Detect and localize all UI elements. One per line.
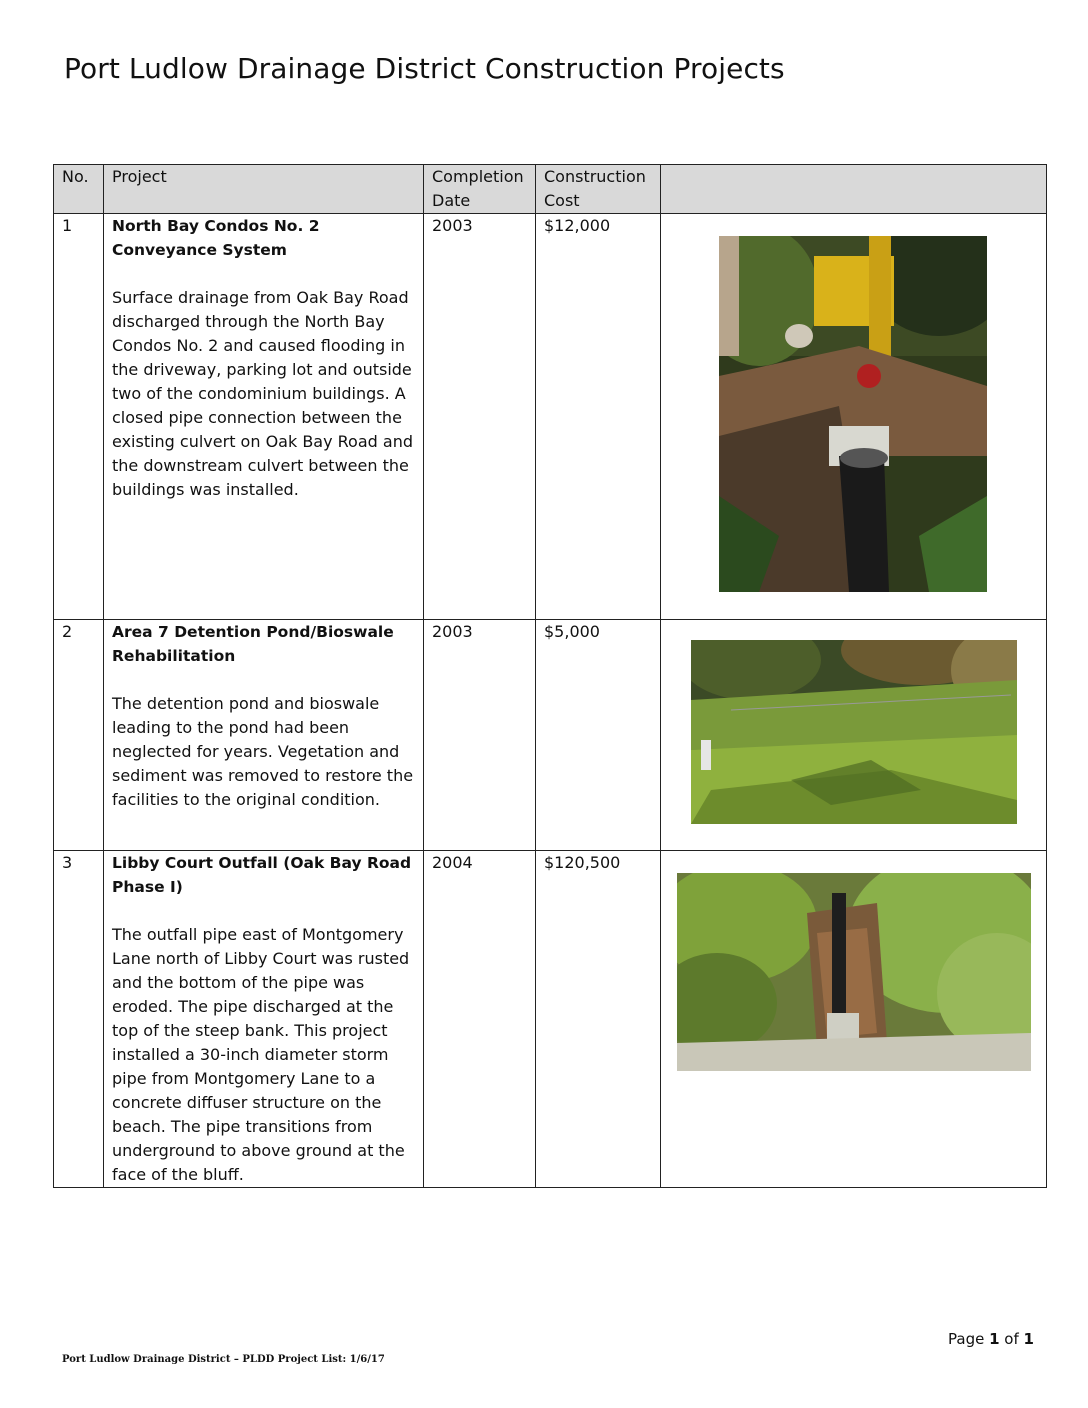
- row-number: 1: [54, 214, 104, 620]
- header-photo: [661, 165, 1047, 214]
- project-description: The detention pond and bioswale leading to the pond had been neglected for years. Vegetation and sediment was removed to restore the facilities to the original condition.: [112, 694, 414, 809]
- row-number: 3: [54, 851, 104, 1188]
- page-number: Page 1 of 1: [948, 1330, 1034, 1348]
- construction-cost: $12,000: [536, 214, 661, 620]
- page-title: Port Ludlow Drainage District Construction Projects: [64, 52, 785, 85]
- table-header-row: [54, 165, 1047, 214]
- footer-note: Port Ludlow Drainage District – PLDD Project List: 1/6/17: [62, 1354, 385, 1365]
- photo-cell: [661, 620, 1047, 851]
- projects-table: [53, 164, 1047, 1188]
- project-photo-excavator: [719, 236, 987, 592]
- project-description: The outfall pipe east of Montgomery Lane north of Libby Court was rusted and the bottom of the pipe was eroded. The pipe discharged at the top of the steep bank. This project installed a 30-inch diameter storm pipe from Montgomery Lane to a concrete diffuser structure on the beach. The pipe transitions from underground to above ground at the face of the bluff.: [112, 925, 410, 1184]
- project-cell: [104, 214, 424, 620]
- construction-cost: $5,000: [536, 620, 661, 851]
- project-photo-pond: [691, 640, 1017, 824]
- project-photo-outfall: [677, 873, 1031, 1071]
- header-no: No.: [54, 165, 104, 214]
- table-row: [54, 620, 1047, 851]
- completion-date: 2003: [424, 214, 536, 620]
- project-title: North Bay Condos No. 2 Conveyance System: [112, 217, 320, 259]
- header-completion-date: Completion Date: [424, 165, 536, 214]
- project-description: Surface drainage from Oak Bay Road discharged through the North Bay Condos No. 2 and caused flooding in the driveway, parking lot and outside two of the condominium buildings. A closed pipe connection between the existing culvert on Oak Bay Road and the downstream culvert between the buildings was installed.: [112, 288, 413, 499]
- photo-cell: [661, 851, 1047, 1188]
- project-cell: [104, 851, 424, 1188]
- construction-cost: $120,500: [536, 851, 661, 1188]
- header-construction-cost: Construction Cost: [536, 165, 661, 214]
- project-title: Area 7 Detention Pond/Bioswale Rehabilitation: [112, 623, 394, 665]
- table-row: [54, 214, 1047, 620]
- completion-date: 2003: [424, 620, 536, 851]
- row-number: 2: [54, 620, 104, 851]
- project-title: Libby Court Outfall (Oak Bay Road Phase I): [112, 854, 412, 896]
- completion-date: 2004: [424, 851, 536, 1188]
- project-cell: [104, 620, 424, 851]
- table-row: [54, 851, 1047, 1188]
- photo-cell: [661, 214, 1047, 620]
- header-project: Project: [104, 165, 424, 214]
